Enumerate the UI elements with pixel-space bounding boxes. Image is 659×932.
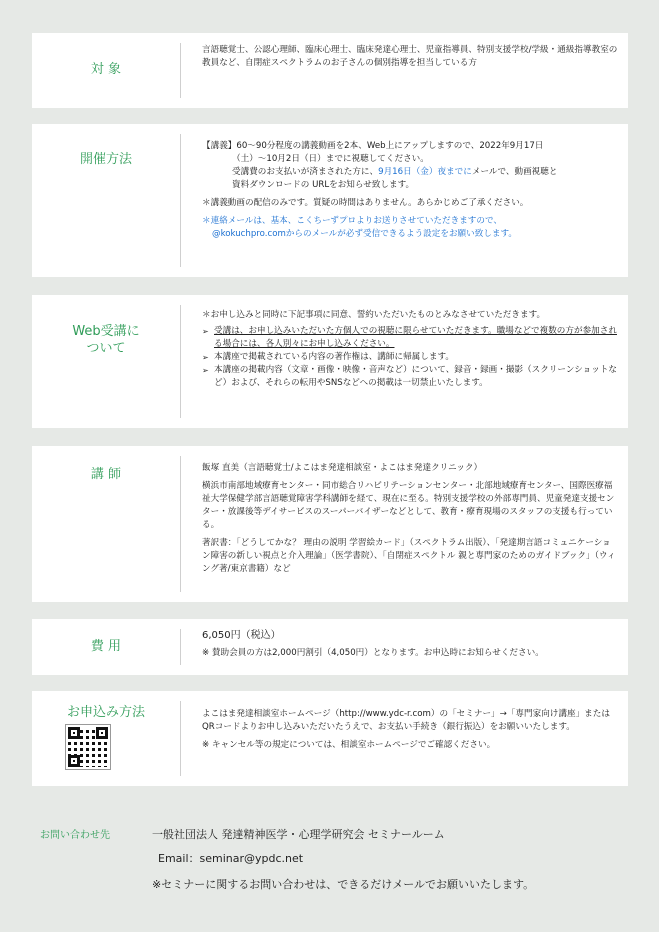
web-item-personal-use: ➢ 受講は、お申し込みいただいた方個人での視聴に限らせていただきます。職場などで複数の方が参加される場合には、各人別々にお申し込みください。 (202, 325, 618, 351)
section-label-method: 開催方法 (79, 152, 132, 167)
section-web (32, 295, 628, 428)
contact-label: お問い合わせ先 (40, 830, 110, 841)
section-fee (32, 619, 628, 675)
apply-note: ※ キャンセル等の規定については、相談室ホームページでご確認ください。 (202, 740, 496, 750)
section-label-fee: 費 用 (90, 639, 122, 654)
fee-price: 6,050円（税込） (202, 630, 281, 641)
method-line2: （土）～10月2日（日）までに視聴してください。 (232, 154, 429, 164)
lecturer-works: 著訳書：「どうしてかな？ 理由の説明 学習絵カード」（スペクトラム出版）、「発達期言語コミュニケーション障害の新しい視点と介入理論」（医学書院）、「自閉症スペクトル 親と専門家のためのガイドブック」（ウィング著/東京書籍）など (202, 538, 616, 574)
section-apply (32, 691, 628, 786)
section-divider (180, 456, 181, 592)
method-line4: 資料ダウンロードの URLをお知らせ致します。 (232, 180, 415, 190)
web-item-copyright: ➢ 本講座で掲載されている内容の著作権は、講師に帰属します。 (202, 351, 618, 364)
lecturer-name: 飯塚 直美（言語聴覚士/よこはま発達相談室・よこはま発達クリニック） (202, 463, 483, 473)
method-note2b: @kokuchpro.comからのメールが必ず受信できるよう設定をお願い致します。 (212, 229, 518, 239)
section-method (32, 124, 628, 277)
section-divider (180, 43, 181, 98)
method-line1: 【講義】60～90分程度の講義動画を2本、Web上にアップしますので、2022年9月17日 (202, 141, 544, 151)
contact-note: ※セミナーに関するお問い合わせは、できるだけメールでお願いいたします。 (152, 878, 535, 891)
section-label-target: 対 象 (90, 62, 122, 77)
section-label-web: Web受講に ついて (72, 324, 140, 356)
section-label-lecturer: 講 師 (90, 467, 122, 482)
method-note2a: ＊連絡メールは、基本、こくちーずプロよりお送りさせていただきますので、 (202, 216, 503, 226)
web-intro: ＊お申し込みと同時に下記事項に同意、誓約いただいたものとみなさせていただきます。 (202, 310, 546, 320)
section-target (32, 33, 628, 108)
section-divider (180, 305, 181, 418)
contact-org: 一般社団法人 発達精神医学・心理学研究会 セミナールーム (152, 828, 445, 841)
section-divider (180, 701, 181, 776)
apply-text: よこはま発達相談室ホームページ（http://www.ydc-r.com）の「セミナー」→「専門家向け講座」またはQRコードよりお申し込みいただいたうえで、お支払い手続き（銀行振込）をお願いいたします。 (202, 709, 610, 732)
section-lecturer (32, 446, 628, 602)
method-deadline: 9月16日（金）夜までに (378, 167, 472, 177)
fee-note: ※ 賛助会員の方は2,000円割引（4,050円）となります。お申込時にお知らせください。 (202, 648, 544, 658)
lecturer-bio: 横浜市南部地域療育センター・同市総合リハビリテーションセンター・北部地域療育センター、国際医療福祉大学保健学部言語聴覚障害学科講師を経て、現在に至る。特別支援学校の外部専門員、児童発達支援センター・放課後等デイサービスのスーパーバイザーなどとして、教育・療育現場のスタッフの支援も行っている。 (202, 481, 615, 530)
web-item-no-recording: ➢ 本講座の掲載内容（文章・画像・映像・音声など）について、録音・録画・撮影（スクリーンショットなど）および、それらの転用やSNSなどへの掲載は一切禁止いたします。 (202, 364, 618, 390)
method-note1: ＊講義動画の配信のみです。質疑の時間はありません。あらかじめご了承ください。 (202, 198, 529, 208)
qr-code-image[interactable] (66, 725, 110, 769)
target-text: 言語聴覚士、公認心理師、臨床心理士、臨床発達心理士、児童指導員、特別支援学校/学級・通級指導教室の教員など、自閉症スペクトラムのお子さんの個別指導を担当している方 (202, 45, 618, 68)
section-divider (180, 629, 181, 665)
section-divider (180, 134, 181, 267)
method-line3: 受講費のお支払いが済まされた方に、9月16日（金）夜までにメールで、動画視聴と (232, 167, 558, 177)
contact-email[interactable]: Email：seminar@ypdc.net (158, 852, 304, 865)
section-label-apply: お申込み方法 (66, 705, 145, 720)
